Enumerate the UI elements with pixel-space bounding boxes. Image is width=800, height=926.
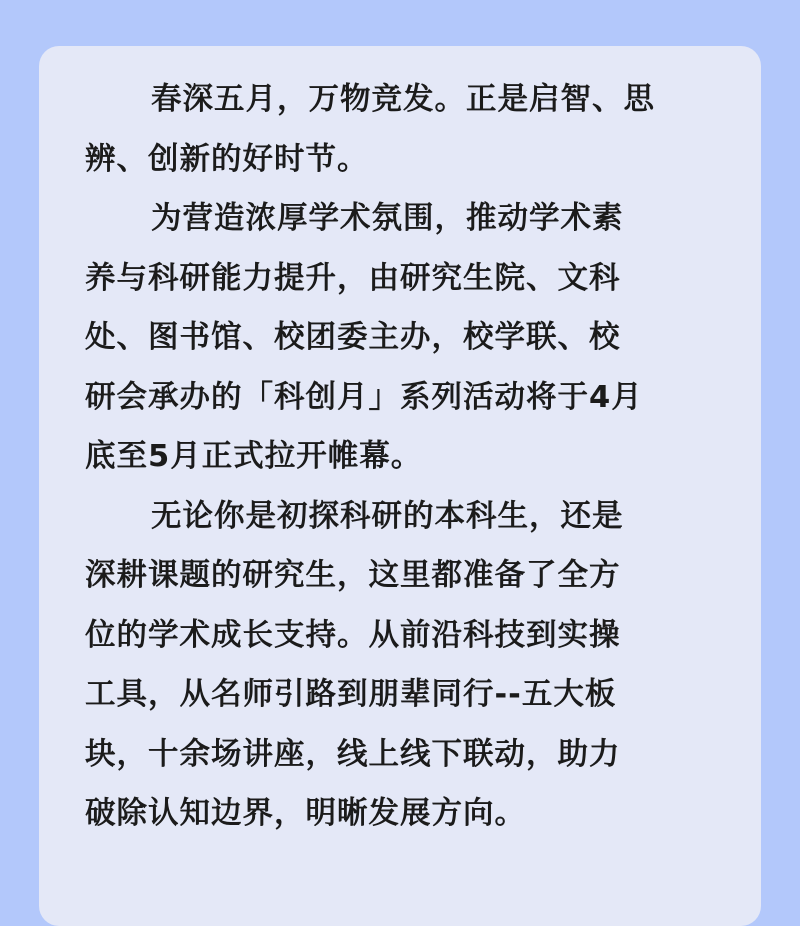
paragraph-organizers — [85, 189, 725, 487]
text-line: 养与科研能力提升，由研究生院、文科 — [85, 260, 621, 296]
article-body — [85, 70, 725, 844]
text-line: 底至5月正式拉开帷幕。 — [85, 439, 423, 474]
text-line: 工具，从名师引路到朋辈同行--五大板 — [85, 677, 617, 712]
text-line: 春深五月，万物竞发。正是启智、思 — [151, 82, 655, 117]
text-line: 研会承办的「科创月」系列活动将于4月 — [85, 379, 643, 415]
text-line: 处、图书馆、校团委主办，校学联、校 — [85, 320, 621, 355]
text-line: 无论你是初探科研的本科生，还是 — [151, 498, 624, 534]
text-line: 深耕课题的研究生，这里都准备了全方 — [85, 558, 621, 593]
text-line: 辨、创新的好时节。 — [85, 141, 369, 177]
text-line: 位的学术成长支持。从前沿科技到实操 — [85, 617, 621, 653]
paragraph-intro — [85, 70, 725, 189]
text-line: 为营造浓厚学术氛围，推动学术素 — [151, 201, 624, 236]
text-line: 破除认知边界，明晰发展方向。 — [85, 796, 526, 831]
paragraph-support — [85, 487, 725, 844]
text-line: 块，十余场讲座，线上线下联动，助力 — [85, 736, 621, 772]
